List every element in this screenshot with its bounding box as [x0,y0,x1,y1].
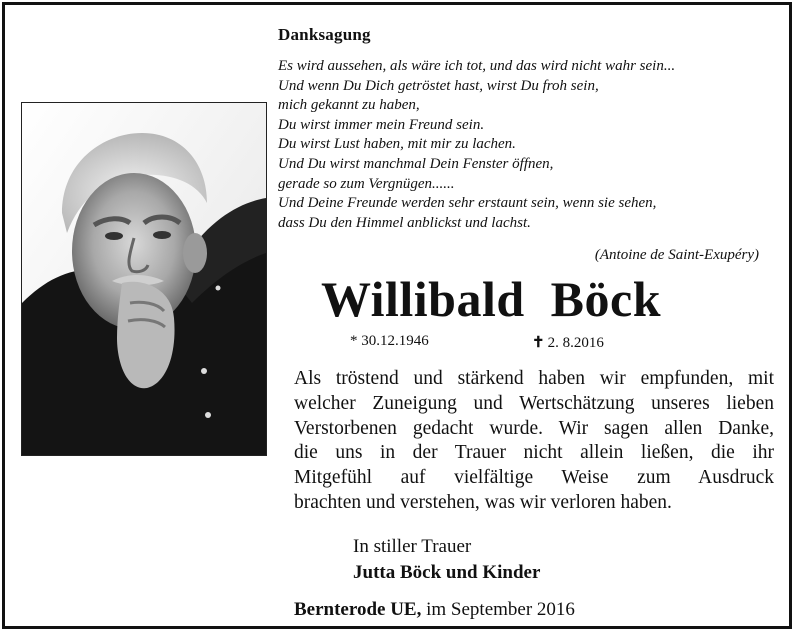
poem-line: Du wirst Lust haben, mit mir zu lachen. [278,136,516,153]
date: im September 2016 [426,599,575,620]
deceased-name: Willibald Böck [321,271,662,327]
obituary-card [2,2,792,629]
message-line: brachten und verstehen, was wir verloren haben. [294,491,672,513]
poem-line: mich gekannt zu haben, [278,97,420,114]
family-signature: Jutta Böck und Kinder [353,562,541,583]
portrait-photo [21,102,267,456]
poem-line: gerade so zum Vergnügen...... [278,175,455,192]
message-line: Als tröstend und stärkend haben wir empfunden, mit [294,368,774,389]
death-date: 2. 8.2016 [547,335,604,351]
birth-date: * 30.12.1946 [350,333,429,349]
thanks-message [294,367,774,516]
poem-line: Es wird aussehen, als wäre ich tot, und das wird nicht wahr sein... [278,58,676,74]
poem-line: Du wirst immer mein Freund sein. [278,116,485,133]
poem-attribution: (Antoine de Saint-Exupéry) [594,247,759,263]
poem-line: Und Deine Freunde werden sehr erstaunt sein, wenn sie sehen, [278,195,657,212]
message-line: die uns in der Trauer nicht allein ließen, die ihr [294,442,774,464]
poem-line: dass Du den Himmel anblickst und lachst. [278,214,531,231]
poem-line: Und wenn Du Dich getröstet hast, wirst Du froh sein, [278,77,599,94]
death-date-group [532,333,604,352]
message-line: Mitgefühl auf vielfältige Weise zum Ausdruck [294,467,774,489]
thanks-heading: Danksagung [278,25,371,44]
poem-line: Und Du wirst manchmal Dein Fenster öffnen, [278,155,554,172]
mourning-phrase: In stiller Trauer [353,536,472,557]
place: Bernterode UE, [294,599,422,620]
place-date [294,599,575,621]
poem [278,57,675,233]
message-line: Verstorbenen gedacht wurde. Wir sagen allen Danke, [294,417,774,439]
portrait-image [22,103,266,455]
cross-icon: ✝ [532,335,545,351]
message-line: welcher Zuneigung und Wertschätzung unseres lieben [294,392,774,414]
